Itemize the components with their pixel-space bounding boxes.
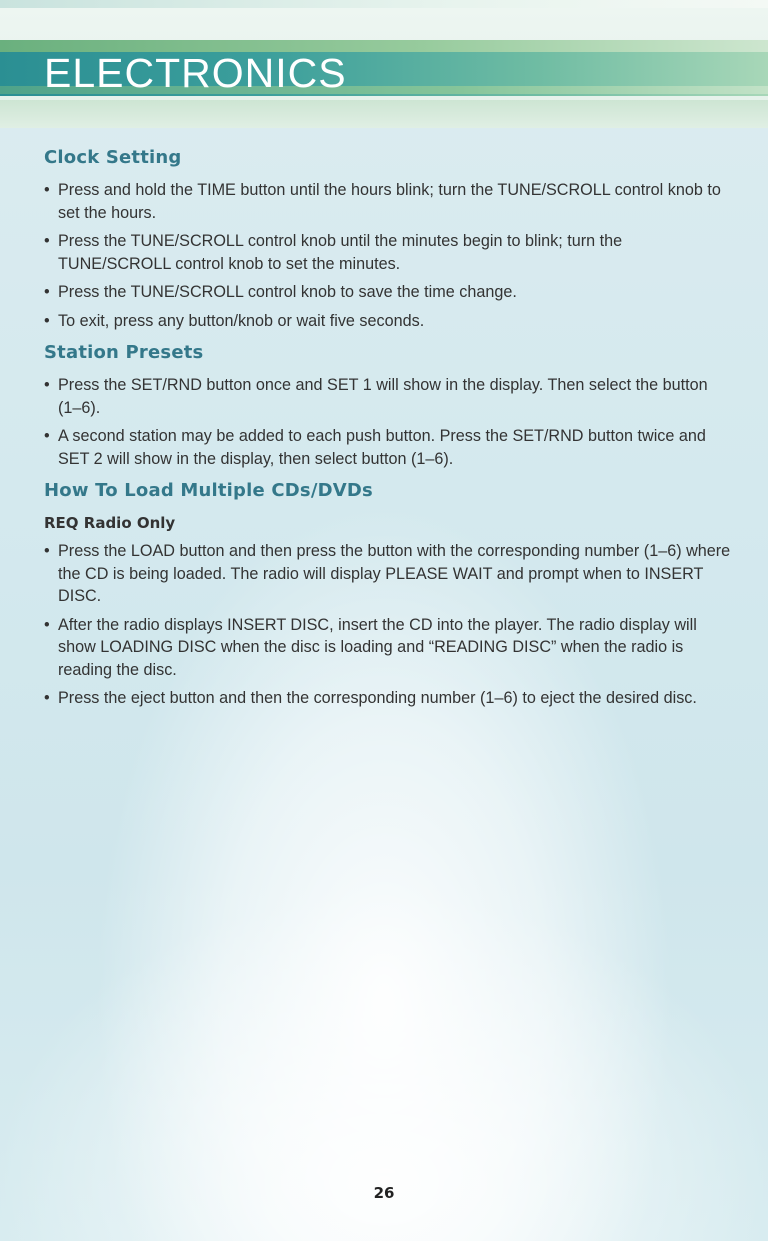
bullet-list-station-presets [44, 374, 734, 470]
list-item [44, 614, 734, 682]
bullet-dot-icon: • [44, 615, 50, 634]
list-item [44, 310, 734, 333]
section-load-multiple-cds [44, 478, 734, 710]
list-item [44, 540, 734, 608]
page-content [44, 145, 734, 716]
page-number: 26 [373, 1184, 395, 1202]
list-item [44, 281, 734, 304]
list-item [44, 230, 734, 275]
list-item-text: Press and hold the TIME button until the hours blink; turn the TUNE/SCROLL control knob to set the hours. [58, 181, 721, 222]
list-item-text: A second station may be added to each push button. Press the SET/RND button twice and SET 2 will show in the display, then select button (1–6). [58, 427, 706, 468]
bullet-list-load-multiple-cds [44, 540, 734, 710]
list-item-text: Press the LOAD button and then press the button with the corresponding number (1–6) where the CD is being loaded. The radio will display PLEASE WAIT and prompt when to INSERT DISC. [58, 542, 731, 605]
bullet-dot-icon: • [44, 542, 50, 560]
list-item-text: Press the TUNE/SCROLL control knob to save the time change. [58, 283, 517, 301]
list-item [44, 687, 734, 710]
bullet-list-clock-setting [44, 179, 734, 332]
section-station-presets [44, 340, 734, 470]
section-clock-setting [44, 145, 734, 332]
list-item-text: Press the SET/RND button once and SET 1 will show in the display. Then select the button (1–6). [58, 376, 708, 417]
bullet-dot-icon: • [44, 232, 50, 250]
list-item-text: Press the eject button and then the corresponding number (1–6) to eject the desired disc. [58, 689, 697, 707]
list-item [44, 179, 734, 224]
list-item-text: After the radio displays INSERT DISC, insert the CD into the player. The radio display will show LOADING DISC when the disc is loading and “READING DISC” when the radio is reading the disc. [58, 615, 697, 679]
bullet-dot-icon: • [44, 427, 50, 445]
list-item [44, 374, 734, 419]
list-item [44, 425, 734, 470]
list-item-text: To exit, press any button/knob or wait five seconds. [58, 311, 425, 330]
header-band-top [0, 0, 768, 8]
bullet-dot-icon: • [44, 376, 50, 394]
section-heading-station-presets: Station Presets [44, 342, 204, 363]
section-heading-load-multiple-cds: How To Load Multiple CDs/DVDs [44, 480, 373, 501]
list-item-text: Press the TUNE/SCROLL control knob until the minutes begin to blink; turn the TUNE/SCROLL control knob to set the minutes. [58, 232, 623, 273]
page-title: ELECTRONICS [44, 50, 347, 96]
bullet-dot-icon: • [44, 689, 50, 707]
section-heading-clock-setting: Clock Setting [44, 147, 182, 168]
page-header-banner [0, 0, 768, 128]
bullet-dot-icon: • [44, 181, 50, 199]
header-band-pale [0, 100, 768, 128]
sub-heading-req-radio: REQ Radio Only [44, 514, 176, 532]
bullet-dot-icon: • [44, 283, 50, 301]
bullet-dot-icon: • [44, 311, 50, 330]
